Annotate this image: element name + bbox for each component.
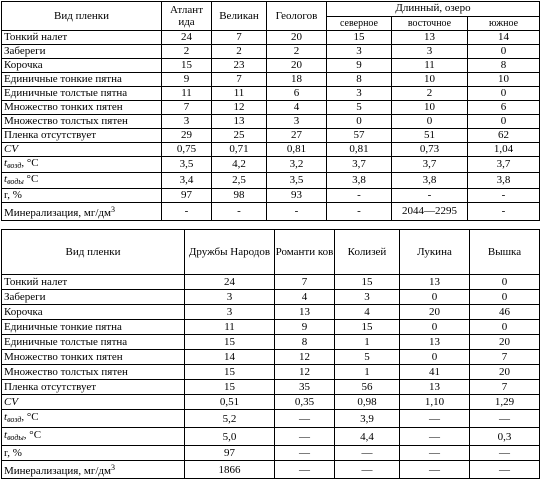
cell-value: —	[335, 446, 400, 461]
cell-value: 0,3	[470, 428, 540, 446]
header-dlinny-lake: Длинный, озеро	[327, 2, 540, 17]
cell-value: 24	[185, 275, 275, 290]
cell-value: 0	[400, 320, 470, 335]
cell-value: 3	[185, 305, 275, 320]
row-label: Корочка	[2, 59, 162, 73]
cell-value: 3	[162, 115, 212, 129]
table-row	[2, 203, 540, 221]
header-vostochnoe: восточное	[392, 16, 468, 31]
cell-value: 4	[335, 305, 400, 320]
cell-value: 2,5	[212, 173, 267, 189]
row-label: r, %	[2, 189, 162, 203]
header-druzhby-narodov: Дружбы Народов	[185, 230, 275, 275]
row-label: Множество тонких пятен	[2, 350, 185, 365]
cell-value: 11	[212, 87, 267, 101]
cell-value: 15	[185, 365, 275, 380]
cell-value: 12	[275, 365, 335, 380]
cell-value: 3	[392, 45, 468, 59]
row-label: Забереги	[2, 45, 162, 59]
cell-value: 10	[468, 73, 540, 87]
cell-value: 6	[468, 101, 540, 115]
cell-value: -	[327, 203, 392, 221]
row-label: Корочка	[2, 305, 185, 320]
table-row	[2, 45, 540, 59]
cell-value: 12	[212, 101, 267, 115]
cell-value: 2	[267, 45, 327, 59]
cell-value: 7	[162, 101, 212, 115]
cell-value: —	[275, 446, 335, 461]
cell-value: -	[392, 189, 468, 203]
table-row	[2, 395, 540, 410]
cell-value: 13	[275, 305, 335, 320]
cell-value: 3,8	[392, 173, 468, 189]
cell-value: 93	[267, 189, 327, 203]
table-row	[2, 350, 540, 365]
cell-value: 13	[392, 31, 468, 45]
cell-value: 0	[392, 115, 468, 129]
cell-value: 1	[335, 365, 400, 380]
cell-value: 24	[162, 31, 212, 45]
cell-value: 97	[185, 446, 275, 461]
cell-value: 3,9	[335, 410, 400, 428]
cell-value: 35	[275, 380, 335, 395]
cell-value: 1,10	[400, 395, 470, 410]
cell-value: 5	[335, 350, 400, 365]
cell-value: 0	[468, 45, 540, 59]
table-row	[2, 115, 540, 129]
cell-value: 2	[212, 45, 267, 59]
row-label: Минерализация, $мг/дм^3$	[2, 203, 162, 221]
cell-value: -	[468, 189, 540, 203]
cell-value: —	[470, 410, 540, 428]
table-row	[2, 73, 540, 87]
cell-value: 5,2	[185, 410, 275, 428]
cell-value: 3,7	[392, 157, 468, 173]
cell-value: 0,81	[267, 143, 327, 157]
cell-value: -	[212, 203, 267, 221]
table-row	[2, 87, 540, 101]
table-row	[2, 59, 540, 73]
cell-value: 8	[275, 335, 335, 350]
cell-value: 7	[212, 31, 267, 45]
cell-value: 0,51	[185, 395, 275, 410]
table-row	[2, 31, 540, 45]
cell-value: 15	[335, 275, 400, 290]
cell-value: 10	[392, 101, 468, 115]
cell-value: 2	[392, 87, 468, 101]
cell-value: 13	[400, 380, 470, 395]
cell-value: 9	[327, 59, 392, 73]
cell-value: 13	[212, 115, 267, 129]
row-label: Единичные толстые пятна	[2, 87, 162, 101]
cell-value: 20	[470, 365, 540, 380]
cell-value: 62	[468, 129, 540, 143]
table-row	[2, 129, 540, 143]
cell-value: 3,7	[327, 157, 392, 173]
cell-value: 0	[327, 115, 392, 129]
cell-value: 0	[470, 320, 540, 335]
table-row	[2, 410, 540, 428]
cell-value: —	[470, 446, 540, 461]
row-label: Единичные тонкие пятна	[2, 320, 185, 335]
header-yuzhnoe: южное	[468, 16, 540, 31]
cell-value: 12	[275, 350, 335, 365]
cell-value: 7	[470, 350, 540, 365]
cell-value: -	[162, 203, 212, 221]
table-row	[2, 446, 540, 461]
cell-value: 7	[212, 73, 267, 87]
cell-value: —	[400, 461, 470, 479]
cell-value: 4,4	[335, 428, 400, 446]
cell-value: 27	[267, 129, 327, 143]
row-label: $t_{воды}$, °С	[2, 428, 185, 446]
header-romantikov: Романти ков	[275, 230, 335, 275]
cell-value: 3	[327, 45, 392, 59]
table-row	[2, 173, 540, 189]
table-row	[2, 157, 540, 173]
cell-value: 18	[267, 73, 327, 87]
cell-value: 8	[327, 73, 392, 87]
cell-value: —	[400, 446, 470, 461]
cell-value: 29	[162, 129, 212, 143]
cell-value: 5	[327, 101, 392, 115]
cell-value: 0,35	[275, 395, 335, 410]
table-row	[2, 290, 540, 305]
cell-value: 20	[470, 335, 540, 350]
table-row	[2, 320, 540, 335]
cell-value: 0	[400, 350, 470, 365]
cell-value: 0,81	[327, 143, 392, 157]
cell-value: 2	[162, 45, 212, 59]
film-table-1	[1, 1, 540, 221]
film-table-2	[1, 229, 540, 479]
table2-body	[2, 230, 540, 479]
row-label: Пленка отсутствует	[2, 380, 185, 395]
cell-value: 1	[335, 335, 400, 350]
header-lukina: Лукина	[400, 230, 470, 275]
cell-value: 15	[335, 320, 400, 335]
cell-value: -	[327, 189, 392, 203]
row-label: $t_{возд}$, °С	[2, 157, 162, 173]
table-row	[2, 305, 540, 320]
cell-value: 3,4	[162, 173, 212, 189]
cell-value: 11	[185, 320, 275, 335]
cell-value: 9	[162, 73, 212, 87]
cell-value: 3,5	[267, 173, 327, 189]
cell-value: —	[470, 461, 540, 479]
row-label: Единичные тонкие пятна	[2, 73, 162, 87]
header-atlantida: Атлант ида	[162, 2, 212, 31]
cell-value: 4	[275, 290, 335, 305]
row-label: Тонкий налет	[2, 275, 185, 290]
table-row	[2, 101, 540, 115]
row-label: r, %	[2, 446, 185, 461]
cell-value: 11	[392, 59, 468, 73]
cell-value: 3	[267, 115, 327, 129]
cell-value: 51	[392, 129, 468, 143]
cell-value: —	[275, 410, 335, 428]
table-row	[2, 380, 540, 395]
cell-value: 0,75	[162, 143, 212, 157]
row-label: CV	[2, 143, 162, 157]
row-label: Единичные толстые пятна	[2, 335, 185, 350]
cell-value: —	[400, 428, 470, 446]
header-severnoe: северное	[327, 16, 392, 31]
cell-value: 13	[400, 275, 470, 290]
cell-value: 10	[392, 73, 468, 87]
cell-value: 5,0	[185, 428, 275, 446]
cell-value: 13	[400, 335, 470, 350]
row-label: Множество толстых пятен	[2, 115, 162, 129]
header-kolizei: Колизей	[335, 230, 400, 275]
cell-value: -	[468, 203, 540, 221]
table-row	[2, 335, 540, 350]
cell-value: 0	[400, 290, 470, 305]
cell-value: 20	[267, 59, 327, 73]
cell-value: 14	[185, 350, 275, 365]
row-label: Множество толстых пятен	[2, 365, 185, 380]
cell-value: 15	[185, 380, 275, 395]
cell-value: 0	[470, 290, 540, 305]
cell-value: 0	[468, 115, 540, 129]
row-label: CV	[2, 395, 185, 410]
table-row	[2, 461, 540, 479]
cell-value: 7	[275, 275, 335, 290]
cell-value: 4	[267, 101, 327, 115]
header-film-type: Вид пленки	[2, 2, 162, 31]
cell-value: 46	[470, 305, 540, 320]
cell-value: 4,2	[212, 157, 267, 173]
row-label: Тонкий налет	[2, 31, 162, 45]
table-row	[2, 428, 540, 446]
cell-value: 97	[162, 189, 212, 203]
header-velikan: Великан	[212, 2, 267, 31]
cell-value: 15	[162, 59, 212, 73]
cell-value: 3,8	[468, 173, 540, 189]
cell-value: 0	[468, 87, 540, 101]
table1-header-row-1	[2, 2, 540, 17]
header-vyshka: Вышка	[470, 230, 540, 275]
cell-value: 15	[185, 335, 275, 350]
cell-value: 0	[470, 275, 540, 290]
cell-value: —	[275, 461, 335, 479]
row-label: Пленка отсутствует	[2, 129, 162, 143]
cell-value: —	[335, 461, 400, 479]
cell-value: —	[400, 410, 470, 428]
cell-value: 1866	[185, 461, 275, 479]
cell-value: 9	[275, 320, 335, 335]
cell-value: 25	[212, 129, 267, 143]
cell-value: 3	[335, 290, 400, 305]
table2-header-row	[2, 230, 540, 275]
cell-value: 3	[327, 87, 392, 101]
cell-value: 3,2	[267, 157, 327, 173]
cell-value: 57	[327, 129, 392, 143]
cell-value: 6	[267, 87, 327, 101]
header-film-type: Вид пленки	[2, 230, 185, 275]
row-label: Минерализация, $мг/дм^3$	[2, 461, 185, 479]
cell-value: 1,04	[468, 143, 540, 157]
cell-value: 41	[400, 365, 470, 380]
cell-value: 2044—2295	[392, 203, 468, 221]
cell-value: -	[267, 203, 327, 221]
cell-value: 3,7	[468, 157, 540, 173]
cell-value: 14	[468, 31, 540, 45]
row-label: Множество тонких пятен	[2, 101, 162, 115]
row-label: $t_{воды}$ °С	[2, 173, 162, 189]
cell-value: 0,98	[335, 395, 400, 410]
cell-value: —	[275, 428, 335, 446]
table-row	[2, 365, 540, 380]
cell-value: 11	[162, 87, 212, 101]
cell-value: 0,71	[212, 143, 267, 157]
cell-value: 3,5	[162, 157, 212, 173]
row-label: $t_{возд}$, °С	[2, 410, 185, 428]
cell-value: 0,73	[392, 143, 468, 157]
header-geologov: Геологов	[267, 2, 327, 31]
cell-value: 1,29	[470, 395, 540, 410]
cell-value: 98	[212, 189, 267, 203]
cell-value: 56	[335, 380, 400, 395]
cell-value: 3	[185, 290, 275, 305]
cell-value: 7	[470, 380, 540, 395]
table-row	[2, 275, 540, 290]
cell-value: 23	[212, 59, 267, 73]
row-label: Забереги	[2, 290, 185, 305]
cell-value: 3,8	[327, 173, 392, 189]
table-row	[2, 189, 540, 203]
cell-value: 20	[267, 31, 327, 45]
table-row	[2, 143, 540, 157]
cell-value: 15	[327, 31, 392, 45]
table1-body	[2, 2, 540, 221]
cell-value: 8	[468, 59, 540, 73]
cell-value: 20	[400, 305, 470, 320]
